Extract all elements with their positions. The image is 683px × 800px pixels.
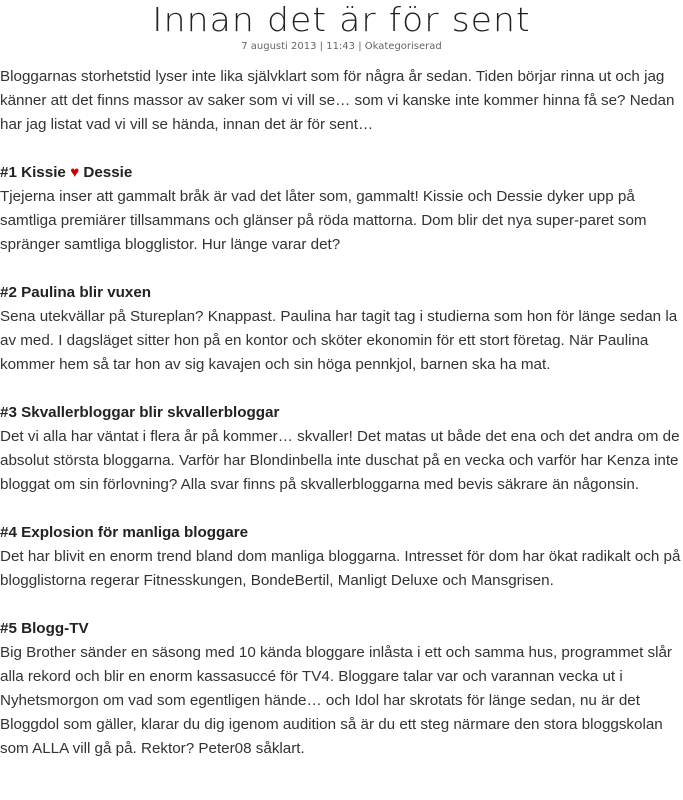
post-content — [0, 65, 681, 761]
section-body: Tjejerna inser att gammalt bråk är vad det låter som, gammalt! Kissie och Dessie dyker upp på samtliga premiärer tillsammans och glänser på röda mattorna. Dom blir det nya super-paret som spränger samtliga blogglistor. Hur länge varar det? — [0, 188, 647, 253]
section-body: Det vi alla har väntat i flera år på kommer… skvaller! Det matas ut både det ena och det andra om de absolut största bloggarna. Varför har Blondinbella inte duschat på en vecka och varför har Kenza inte bloggat om sin förlovning? Alla svar finns på skvallerbloggarna med bevis säkrare än någonsin. — [0, 428, 680, 493]
meta-separator: | — [316, 41, 327, 52]
section-body: Sena utekvällar på Stureplan? Knappast. Paulina har tagit tag i studierna som hon för länge sedan la av med. I dagsläget sitter hon på en kontor och sköter ekonomin för ett stort företag. När Paulina kommer hem så tar hon av sig kavajen och sin höga pennkjol, barnen ska ha mat. — [0, 308, 678, 373]
post-title: Innan det är för sent — [152, 0, 531, 39]
heading-text: Dessie — [79, 164, 133, 181]
heading-text: #1 Kissie — [0, 164, 71, 181]
post-date: 7 augusti 2013 — [241, 41, 317, 52]
post-category-link[interactable]: Okategoriserad — [364, 41, 442, 52]
section-heading — [0, 161, 681, 185]
heart-icon: ♥ — [70, 164, 80, 181]
meta-separator: | — [355, 41, 365, 52]
section-heading: #4 Explosion för manliga bloggare — [0, 524, 249, 541]
list-item — [0, 617, 681, 761]
list-item — [0, 281, 681, 377]
section-heading: #5 Blogg-TV — [0, 620, 89, 637]
post-meta — [0, 40, 683, 54]
section-heading: #2 Paulina blir vuxen — [0, 284, 152, 301]
list-item — [0, 161, 681, 257]
section-body: Big Brother sänder en säsong med 10 kända bloggare inlåsta i ett och samma hus, programmet slår alla rekord och blir en enorm kassasuccé för TV4. Bloggare talar var och varannan vecka ut i Nyhetsmorgon om vad som egentligen hände… och Idol har skrotats för länge sedan, nu är det Bloggdol som gäller, klarar du dig igenom audition så är du ett steg närmare den stora bloggskolan som ALLA vill gå på. Rektor? Peter08 såklart. — [0, 644, 672, 757]
intro-paragraph: Bloggarnas storhetstid lyser inte lika självklart som för några år sedan. Tiden börjar rinna ut och jag känner att det finns massor av saker som vi vill se… som vi kanske inte kommer hinna få se? Nedan har jag listat vad vi vill se hända, innan det är för sent… — [0, 68, 675, 133]
section-body: Det har blivit en enorm trend bland dom manliga bloggarna. Intresset för dom har ökat radikalt och på blogglistorna regerar Fitnesskungen, BondeBertil, Manligt Deluxe och Mansgrisen. — [0, 548, 681, 589]
post-time: 11:43 — [326, 41, 356, 52]
list-item — [0, 521, 681, 593]
section-heading: #3 Skvallerbloggar blir skvallerbloggar — [0, 404, 280, 421]
list-item — [0, 401, 681, 497]
